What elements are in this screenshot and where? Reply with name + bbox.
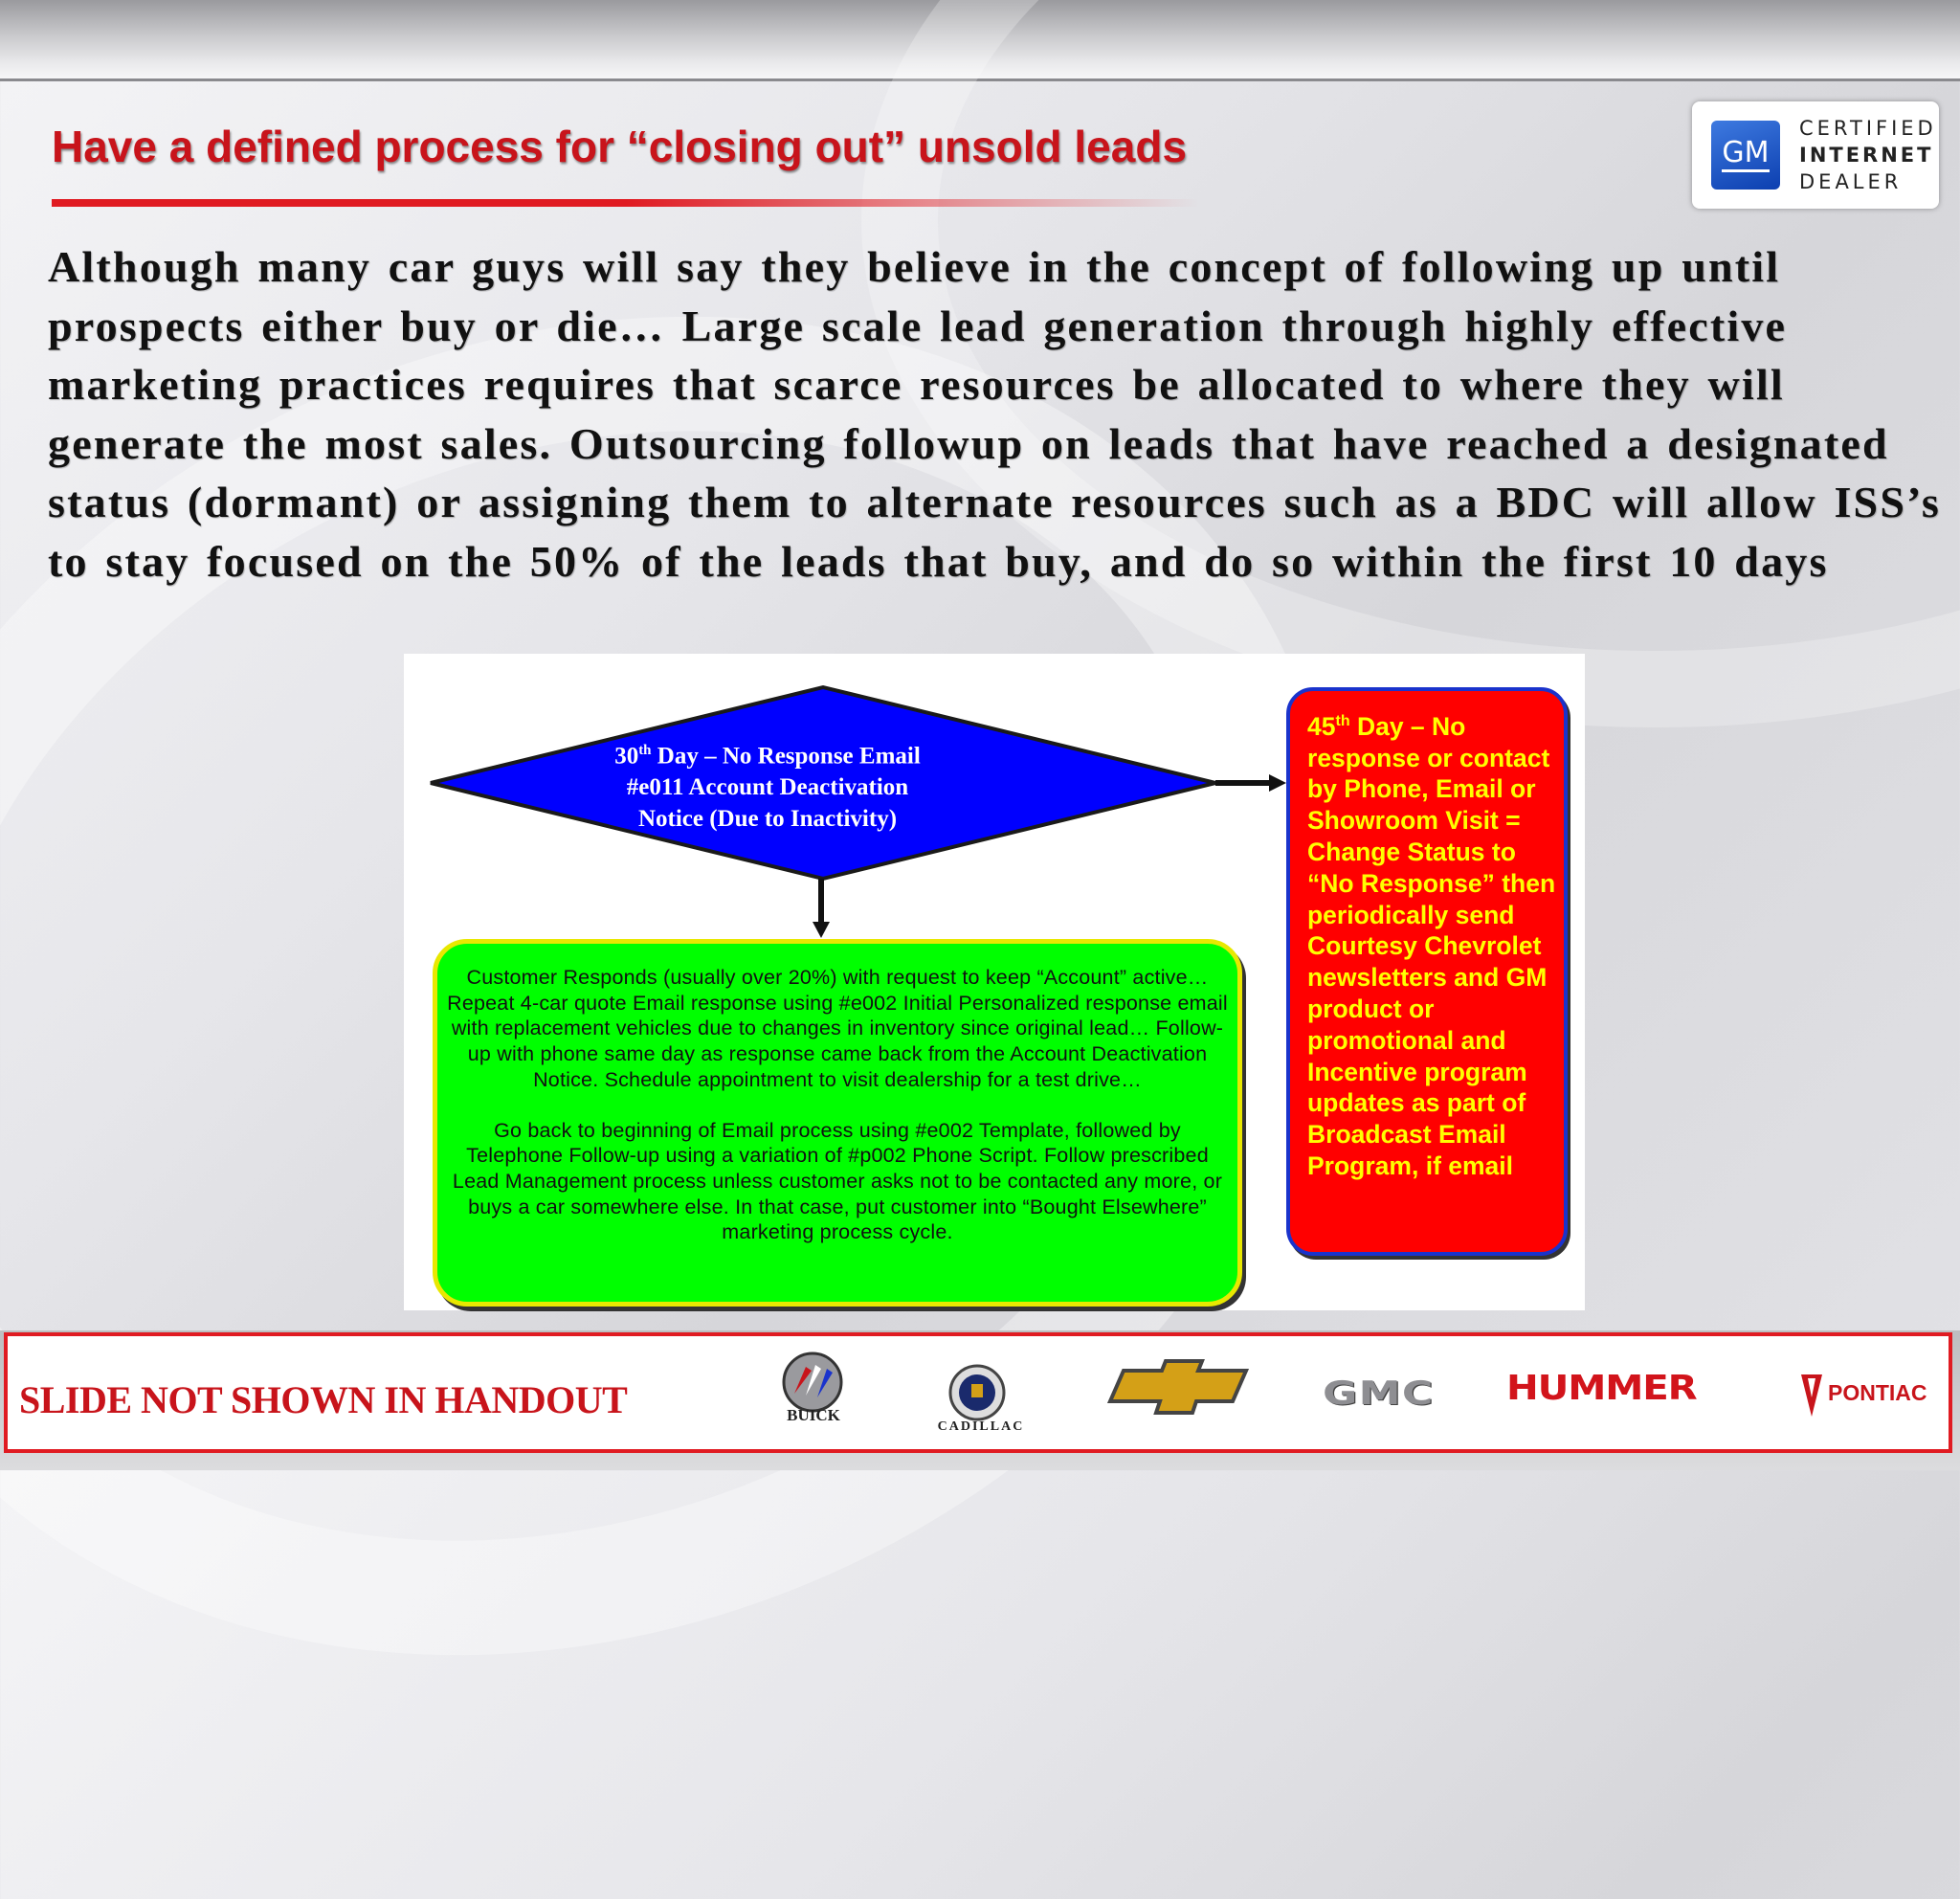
badge-line-internet: INTERNET [1799, 144, 1934, 167]
arrow-right-head [1269, 774, 1286, 792]
customer-responds-paragraph-1: Customer Responds (usually over 20%) with request to keep “Account” active… Repeat 4-car quote Email response using #e002 Initial Personalized response email with replacement vehicles due to changes in inventory since original lead… Follow-up with phone same day as response came back from the Account Deactivation Notice. Schedule appointment to visit dealership for a test drive… [447, 966, 1228, 1091]
no-response-box [1286, 687, 1568, 1256]
badge-line-certified: CERTIFIED [1799, 117, 1937, 140]
gm-certified-dealer-badge [1692, 101, 1939, 209]
slide-title: Have a defined process for “closing out” unsold leads [52, 122, 1188, 171]
chevrolet-bowtie-icon [1102, 1357, 1261, 1417]
decision-line-2: #e011 Account Deactivation [626, 774, 909, 801]
no-response-text: 45th Day – No response or contact by Phone, Email or Showroom Visit = Change Status to “No Response” then periodically send Courtesy Chevrolet newsletters and GM product or promotional and Incentive program updates as part of Broadcast Email Program, if email [1307, 711, 1556, 1180]
hummer-logo: HUMMER [1506, 1369, 1697, 1408]
pontiac-logo: PONTIAC [1828, 1380, 1927, 1405]
arrow-down-head [813, 922, 830, 938]
pontiac-arrowhead-icon [1799, 1373, 1824, 1419]
customer-responds-box [433, 939, 1242, 1307]
customer-responds-text [445, 965, 1230, 1245]
badge-text [1799, 115, 1937, 195]
cadillac-logo-icon [947, 1363, 1007, 1422]
title-underline [52, 199, 1200, 207]
decision-text [576, 735, 959, 835]
handout-notice: SLIDE NOT SHOWN IN HANDOUT [19, 1378, 628, 1421]
decision-line-3: Notice (Due to Inactivity) [637, 806, 898, 833]
cadillac-label: CADILLAC [937, 1419, 1025, 1434]
gm-logo-text: GM [1722, 139, 1769, 172]
decision-line-1: 30th Day – No Response Email [614, 743, 921, 770]
gm-logo-icon [1711, 121, 1780, 190]
slide-body-text: Although many car guys will say they believe in the concept of following up until prospects either buy or die… Large scale lead generation through highly effective marketing practices requires that scarce resources be allocated to where they will generate the most sales. Outsourcing followup on leads that have reached a designated status (dormant) or assigning them to alternate resources such as a BDC will allow ISS’s to stay focused on the 50% of the leads that buy, and do so within the first 10 days [48, 242, 1942, 586]
badge-line-dealer: DEALER [1799, 170, 1903, 193]
flowchart [404, 654, 1585, 1310]
buick-label: BUICK [787, 1406, 840, 1424]
customer-responds-paragraph-2: Go back to beginning of Email process using #e002 Template, followed by Telephone Follow-up using a variation of #p002 Phone Script. Follow prescribed Lead Management process unless customer asks not to be contacted any more, or buys a car somewhere else. In that case, put customer into “Bought Elsewhere” marketing process cycle. [452, 1118, 1223, 1244]
gmc-logo: GMC [1323, 1374, 1435, 1413]
